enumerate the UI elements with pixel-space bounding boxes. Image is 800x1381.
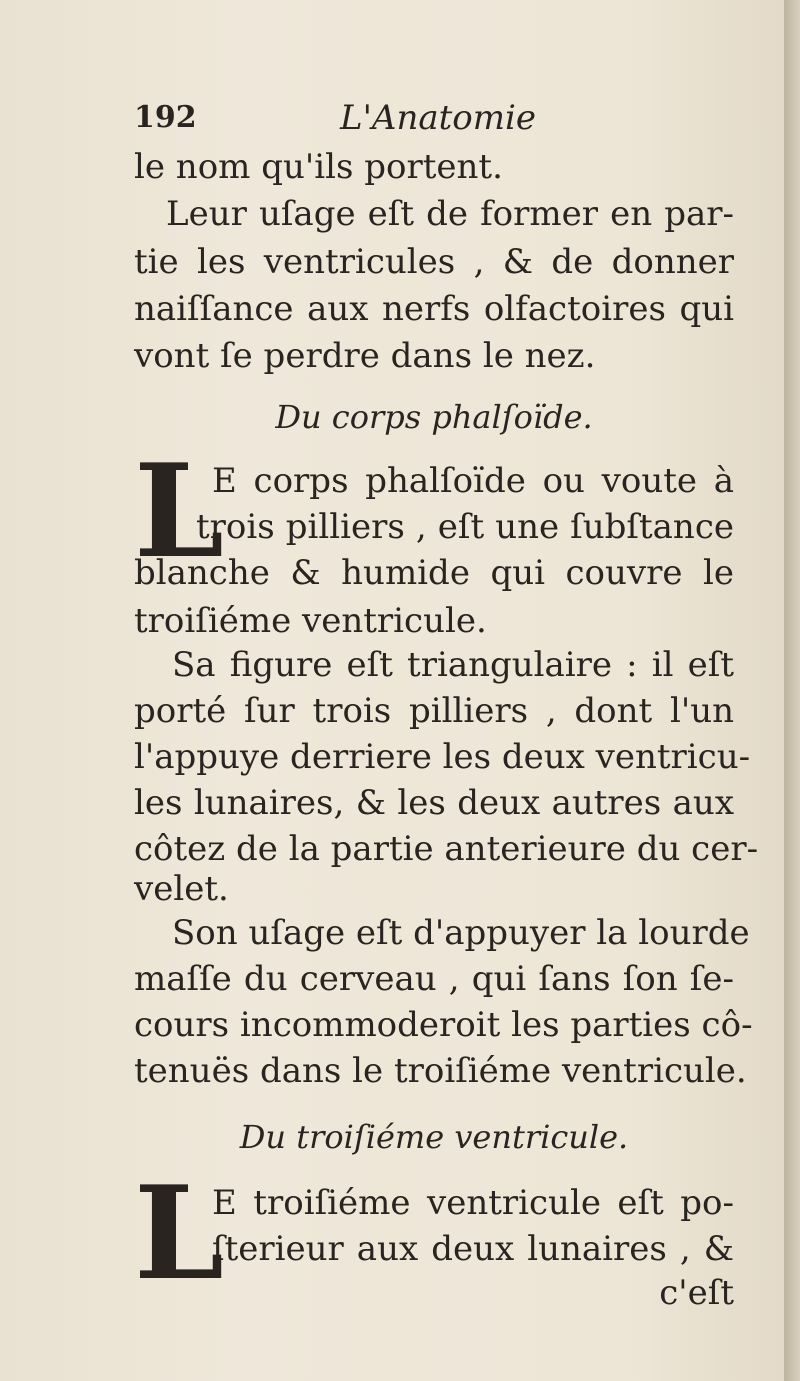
text-line: l'appuye derriere les deux ventricu- — [134, 737, 751, 777]
text-line: tie les ventricules , & de donner — [134, 242, 734, 282]
running-title: L'Anatomie — [340, 98, 537, 138]
section-heading: Du corps phalſoïde. — [275, 398, 593, 436]
page-header — [134, 98, 734, 148]
drop-cap: L — [134, 1159, 224, 1309]
text-line: côtez de la partie anterieure du cer- — [134, 829, 759, 869]
text-line: velet. — [134, 869, 229, 909]
text-line: naiſſance aux nerfs olfactoires qui — [134, 289, 734, 329]
text-line: cours incommoderoit les parties cô- — [134, 1005, 753, 1045]
drop-cap: L — [134, 437, 224, 587]
text-line: maſſe du cerveau , qui ſans ſon ſe- — [134, 959, 734, 999]
text-line: Son uſage eſt d'appuyer la lourde — [172, 913, 750, 953]
text-line: E troiſiéme ventricule eſt po- — [212, 1183, 734, 1223]
text-line: Sa figure eſt triangulaire : il eſt — [172, 645, 734, 685]
text-line: les lunaires, & les deux autres aux — [134, 783, 734, 823]
section-heading: Du troiſiéme ventricule. — [239, 1118, 629, 1156]
page-edge — [784, 0, 800, 1381]
text-line: tenuës dans le troiſiéme ventricule. — [134, 1051, 747, 1091]
text-line: vont ſe perdre dans le nez. — [134, 336, 596, 376]
text-line: blanche & humide qui couvre le — [134, 553, 734, 593]
text-line: trois pilliers , eſt une ſubſtance — [196, 507, 734, 547]
text-line: le nom qu'ils portent. — [134, 147, 503, 187]
text-line: E corps phalſoïde ou voute à — [212, 461, 734, 501]
text-line: ſterieur aux deux lunaires , & — [212, 1229, 734, 1269]
page-number: 192 — [134, 100, 197, 135]
catchword: c'eſt — [659, 1273, 734, 1313]
text-line: Leur uſage eſt de former en par- — [166, 194, 734, 234]
text-line: troiſiéme ventricule. — [134, 601, 487, 641]
text-line: porté ſur trois pilliers , dont l'un — [134, 691, 734, 731]
